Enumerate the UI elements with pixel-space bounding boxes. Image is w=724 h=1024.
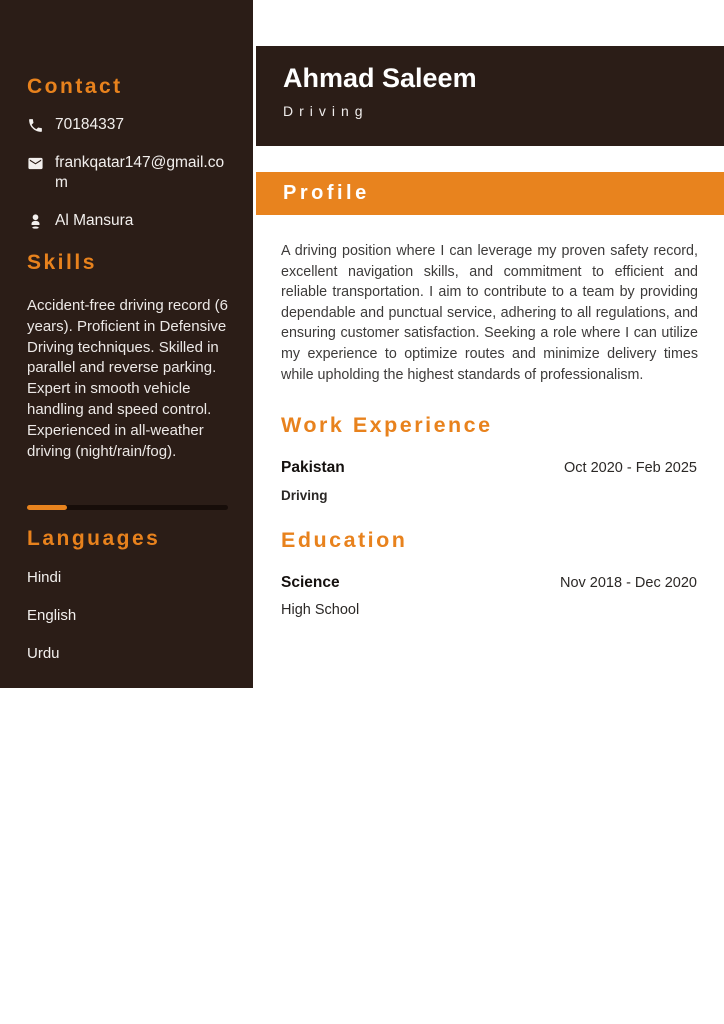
entry-field: Science xyxy=(281,574,340,591)
sidebar xyxy=(0,0,253,688)
entry-role: Driving xyxy=(281,488,328,503)
skills-section-title: Skills xyxy=(27,251,97,274)
education-entry xyxy=(281,574,697,618)
person-name: Ahmad Saleem xyxy=(283,63,477,93)
entry-head xyxy=(281,459,697,476)
language-item: Urdu xyxy=(27,645,60,662)
contact-email-value: frankqatar147@gmail.com xyxy=(55,154,225,191)
profile-band xyxy=(256,172,724,215)
contact-phone-value: 70184337 xyxy=(55,116,124,133)
entry-dates: Oct 2020 - Feb 2025 xyxy=(564,460,697,476)
education-section xyxy=(281,530,697,618)
entry-dates: Nov 2018 - Dec 2020 xyxy=(559,575,697,591)
languages-section-title: Languages xyxy=(27,527,161,550)
profile-text: A driving position where I can leverage my proven safety record, excellent navigation skills, and commitment to efficient and reliable transportation. I aim to contribute to a team by providing dependable and punctual service, adhering to all regulations, and ensuring customer satisfaction. Seeking a role where I can utilize my experience to optimize routes and minimize delivery times while upholding the highest standards of professionalism. xyxy=(281,243,698,383)
contact-location-row xyxy=(27,211,232,231)
contact-list xyxy=(27,115,232,231)
education-title: Education xyxy=(281,528,408,552)
entry-head xyxy=(281,574,697,591)
person-role: Driving xyxy=(283,103,369,120)
contact-phone-row xyxy=(27,115,232,135)
profile-section-title: Profile xyxy=(283,182,370,204)
entry-institution: High School xyxy=(281,602,360,618)
skills-progress-fill xyxy=(27,505,67,510)
contact-location-value: Al Mansura xyxy=(55,212,134,229)
languages-list xyxy=(27,570,76,684)
entry-organization: Pakistan xyxy=(281,459,345,476)
contact-section-title: Contact xyxy=(27,75,123,98)
work-experience-entry xyxy=(281,459,697,503)
language-item: English xyxy=(27,607,77,624)
header-band xyxy=(256,46,724,146)
work-experience-section xyxy=(281,415,697,503)
email-icon xyxy=(27,155,44,172)
language-item: Hindi xyxy=(27,569,62,586)
work-experience-title: Work Experience xyxy=(281,413,493,437)
contact-email-row xyxy=(27,153,232,193)
skills-text: Accident-free driving record (6 years). Proficient in Defensive Driving techniques. Skilled in parallel and reverse parking. Expert in smooth vehicle handling and speed control. Experienced in all-weather driving (night/rain/fog). xyxy=(27,297,228,460)
location-icon xyxy=(27,213,44,230)
phone-icon xyxy=(27,117,44,134)
skills-progress-bar xyxy=(27,505,228,510)
